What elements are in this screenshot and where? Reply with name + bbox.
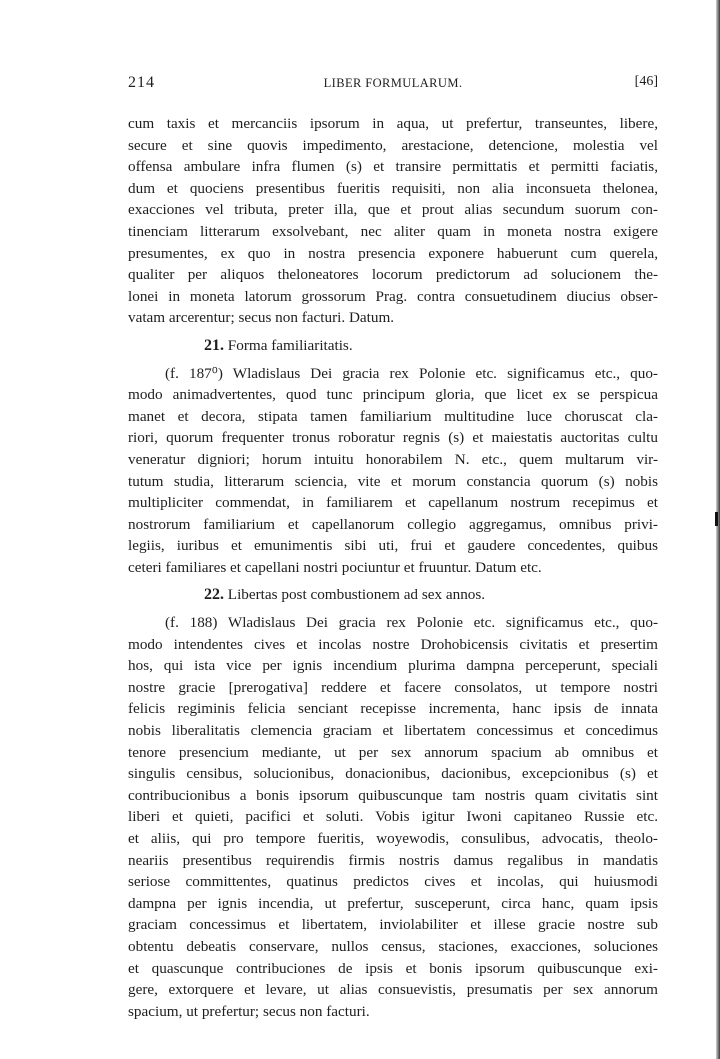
page-body [128,113,658,1022]
text-line: legiis, iuribus et emunimentis sibi uti, frui et gaudere concedentes, quibus [128,537,658,555]
text-line: tutum studia, litterarum sciencia, vite et morum constancia quorum (s) nobis [128,472,658,490]
text-line: manet et decora, stipata tamen familiarium multitudine luce choruscat cla- [128,407,658,425]
text-line: presumentes, ex quo in nostra presencia exponere habuerunt cum querela, [128,244,658,262]
section-paragraph [128,363,658,579]
text-line: seriose committentes, quatinus predictos cives et incolas, qui huiusmodi [128,873,658,891]
text-line: nostrorum familiarium et capellanorum collegio aggregamus, omnibus privi- [128,515,658,533]
running-title: LIBER FORMULARUM. [323,76,463,90]
scan-mark [715,512,718,526]
text-line: contribucionibus a bonis ipsorum quibuscunque tam nostris quam civitatis sint [128,786,658,804]
text-line: vatam arcerentur; secus non facturi. Datum. [128,309,395,327]
text-line: gere, extorquere et levare, ut alias consuevistis, presumatis per sex annorum [128,981,658,999]
scan-edge [716,0,720,1059]
text-line: offensa ambulare infra flumen (s) et transire permittatis et permitti faciatis, [128,158,658,176]
section-paragraph [128,612,658,1022]
text-line: nobis liberalitatis clemencia graciam et libertatem concessimus et concedimus [128,722,658,740]
text-line: dampna per ignis incendia, ut prefertur, susceperunt, circa hanc, quam ipsis [128,894,658,912]
text-line: secure et sine quovis impedimento, arestacione, detencione, molestia vel [128,136,658,154]
section-heading [128,584,658,606]
text-line: dum et quociens presentibus fueritis requisiti, non alia inconsueta thelonea, [128,179,658,197]
text-line: singulis censibus, solucionibus, donacionibus, dacionibus, excepcionibus (s) et [128,765,658,783]
text-line: exacciones vel tributa, preter illa, que et prout alias secundum suorum con- [128,201,658,219]
section-heading [128,335,658,357]
text-line: cum taxis et mercanciis ipsorum in aqua, ut prefertur, transeuntes, libere, [128,115,658,132]
text-line: liberi et quieti, pacifici et soluti. Vobis igitur Iwoni capitaneo Russie etc. [128,808,658,826]
text-line: ceteri familiares et capellani nostri pociuntur et fruuntur. Datum etc. [128,558,542,576]
text-line: obtentu debeatis conservare, nullos census, staciones, exacciones, soluciones [128,937,658,955]
section-number: 21. [204,336,224,354]
text-line: et quascunque contribuciones de ipsis et bonis ipsorum quibuscunque exi- [128,959,658,977]
text-line: neariis presentibus requirendis firmis nostris damus regalibus in mandatis [128,851,658,869]
text-line: nostre gracie [prerogativa] reddere et facere consolatos, ut tempore nostri [128,678,658,696]
text-line: hos, qui ista vice per ignis incendium plurima dampna perceperunt, speciali [128,657,658,675]
text-line: modo intendentes cives et incolas nostre Drohobicensis civitatis et presertim [128,635,658,653]
text-line: felicis regiminis felicia senciant recepisse incrementa, hanc ipsis de innata [128,700,658,718]
text-line: (f. 187⁰) Wladislaus Dei gracia rex Polonie etc. significamus etc., quo- [165,364,658,382]
text-line: lonei in moneta latorum grossorum Prag. contra consuetudinem diucius obser- [128,287,658,305]
text-line: multipliciter commendat, in familiarem et capellanum nostrum recepimus et [128,494,658,512]
page-header [128,74,658,94]
text-line: veneratur digniori; horum intuitu honorabilem N. etc., quem multarum vir- [128,450,658,468]
text-line: tenore presencium mediante, ut per sex annorum spacium ab omnibus et [128,743,658,761]
text-line: tinenciam litterarum exsolvebant, nec aliter quam in moneta nostra exigere [128,222,658,240]
text-line: spacium, ut prefertur; secus non facturi. [128,1002,370,1020]
text-line: qualiter per aliquos theloneatores locorum predictorum ad solucionem the- [128,266,658,284]
section-title: Libertas post combustionem ad sex annos. [227,586,486,604]
page-number: 214 [128,74,155,91]
section-title: Forma familiaritatis. [227,336,353,354]
text-line: (f. 188) Wladislaus Dei gracia rex Polonie etc. significamus etc., quo- [165,614,658,632]
text-line: et aliis, qui pro tempore fueritis, woyewodis, consulibus, advocatis, theolo- [128,830,658,847]
text-line: modo animadvertentes, quod tunc principum gloria, que licet ex se perspicua [128,386,658,404]
folio-number: [46] [634,74,658,89]
section-number: 22. [204,586,224,604]
continuation-paragraph [128,113,658,329]
text-line: graciam concessimus et libertatem, inviolabiliter et illese gracie nostre sub [128,916,658,934]
text-line: riori, quorum frequenter tronus roboratur regnis (s) et maiestatis auctoritas cultu [128,429,658,447]
